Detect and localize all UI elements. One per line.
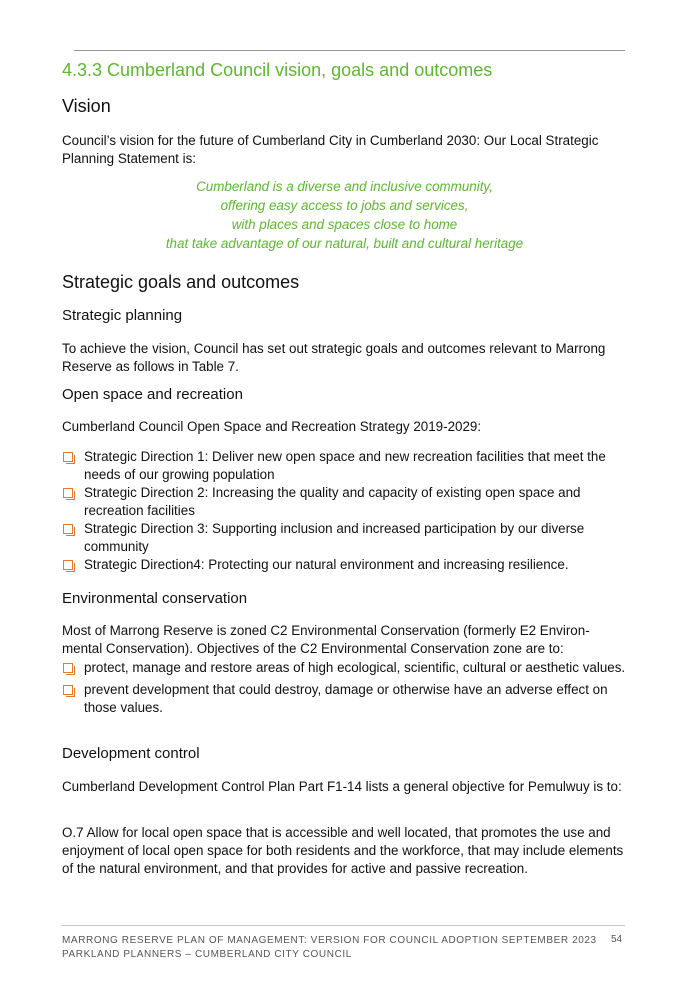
open-space-intro: Cumberland Council Open Space and Recreation Strategy 2019-2029: [62, 419, 482, 434]
list-item: Strategic Direction 2: Increasing the quality and capacity of existing open space and recreation facilities [62, 484, 627, 520]
open-space-list [62, 448, 627, 574]
list-item: prevent development that could destroy, damage or otherwise have an adverse effect on those values. [62, 681, 627, 717]
development-objective: O.7 Allow for local open space that is accessible and well located, that promotes the use and enjoyment of local open space for both residents and the workforce, that may include elements of the natural environment, and that provides for active and passive recreation. [62, 825, 624, 876]
environmental-intro: Most of Marrong Reserve is zoned C2 Environmental Conservation (formerly E2 Environ-mental Conservation). Objectives of the C2 Environmental Conservation zone are to: [62, 623, 590, 656]
checkbox-bullet-icon [63, 663, 73, 673]
checkbox-bullet-icon [63, 685, 73, 695]
vision-quote [62, 177, 627, 253]
footer [62, 934, 597, 962]
list-item: protect, manage and restore areas of high ecological, scientific, cultural or aesthetic values. [62, 659, 627, 677]
checkbox-bullet-icon [63, 488, 73, 498]
vision-heading: Vision [62, 96, 111, 116]
vision-intro: Council’s vision for the future of Cumberland City in Cumberland 2030: Our Local Strategic Planning Statement is: [62, 133, 599, 166]
development-intro: Cumberland Development Control Plan Part F1-14 lists a general objective for Pemulwuy is to: [62, 779, 622, 794]
footer-line: PARKLAND PLANNERS – CUMBERLAND CITY COUNCIL [62, 949, 352, 960]
footer-rule [62, 925, 625, 926]
section-heading: 4.3.3 Cumberland Council vision, goals and outcomes [62, 60, 493, 80]
environmental-heading: Environmental conservation [62, 590, 248, 607]
environmental-list [62, 659, 627, 717]
goals-heading: Strategic goals and outcomes [62, 272, 300, 292]
footer-line: MARRONG RESERVE PLAN OF MANAGEMENT: VERSION FOR COUNCIL ADOPTION SEPTEMBER 2023 [62, 935, 597, 946]
checkbox-bullet-icon [63, 524, 73, 534]
page-number: 54 [611, 934, 623, 945]
quote-line: offering easy access to jobs and services, [220, 198, 469, 213]
list-item: Strategic Direction 3: Supporting inclusion and increased participation by our diverse community [62, 520, 627, 556]
open-space-heading: Open space and recreation [62, 386, 243, 403]
quote-line: that take advantage of our natural, built and cultural heritage [165, 236, 524, 251]
list-item: Strategic Direction 1: Deliver new open space and new recreation facilities that meet the needs of our growing population [62, 448, 627, 484]
quote-line: with places and spaces close to home [231, 217, 458, 232]
list-item: Strategic Direction4: Protecting our natural environment and increasing resilience. [62, 556, 627, 574]
header-rule [74, 50, 625, 51]
strategic-planning-heading: Strategic planning [62, 307, 183, 324]
checkbox-bullet-icon [63, 452, 73, 462]
checkbox-bullet-icon [63, 560, 73, 570]
strategic-planning-text: To achieve the vision, Council has set out strategic goals and outcomes relevant to Marrong Reserve as follows in Table 7. [62, 341, 606, 374]
quote-line: Cumberland is a diverse and inclusive community, [196, 179, 493, 194]
development-heading: Development control [62, 745, 200, 762]
